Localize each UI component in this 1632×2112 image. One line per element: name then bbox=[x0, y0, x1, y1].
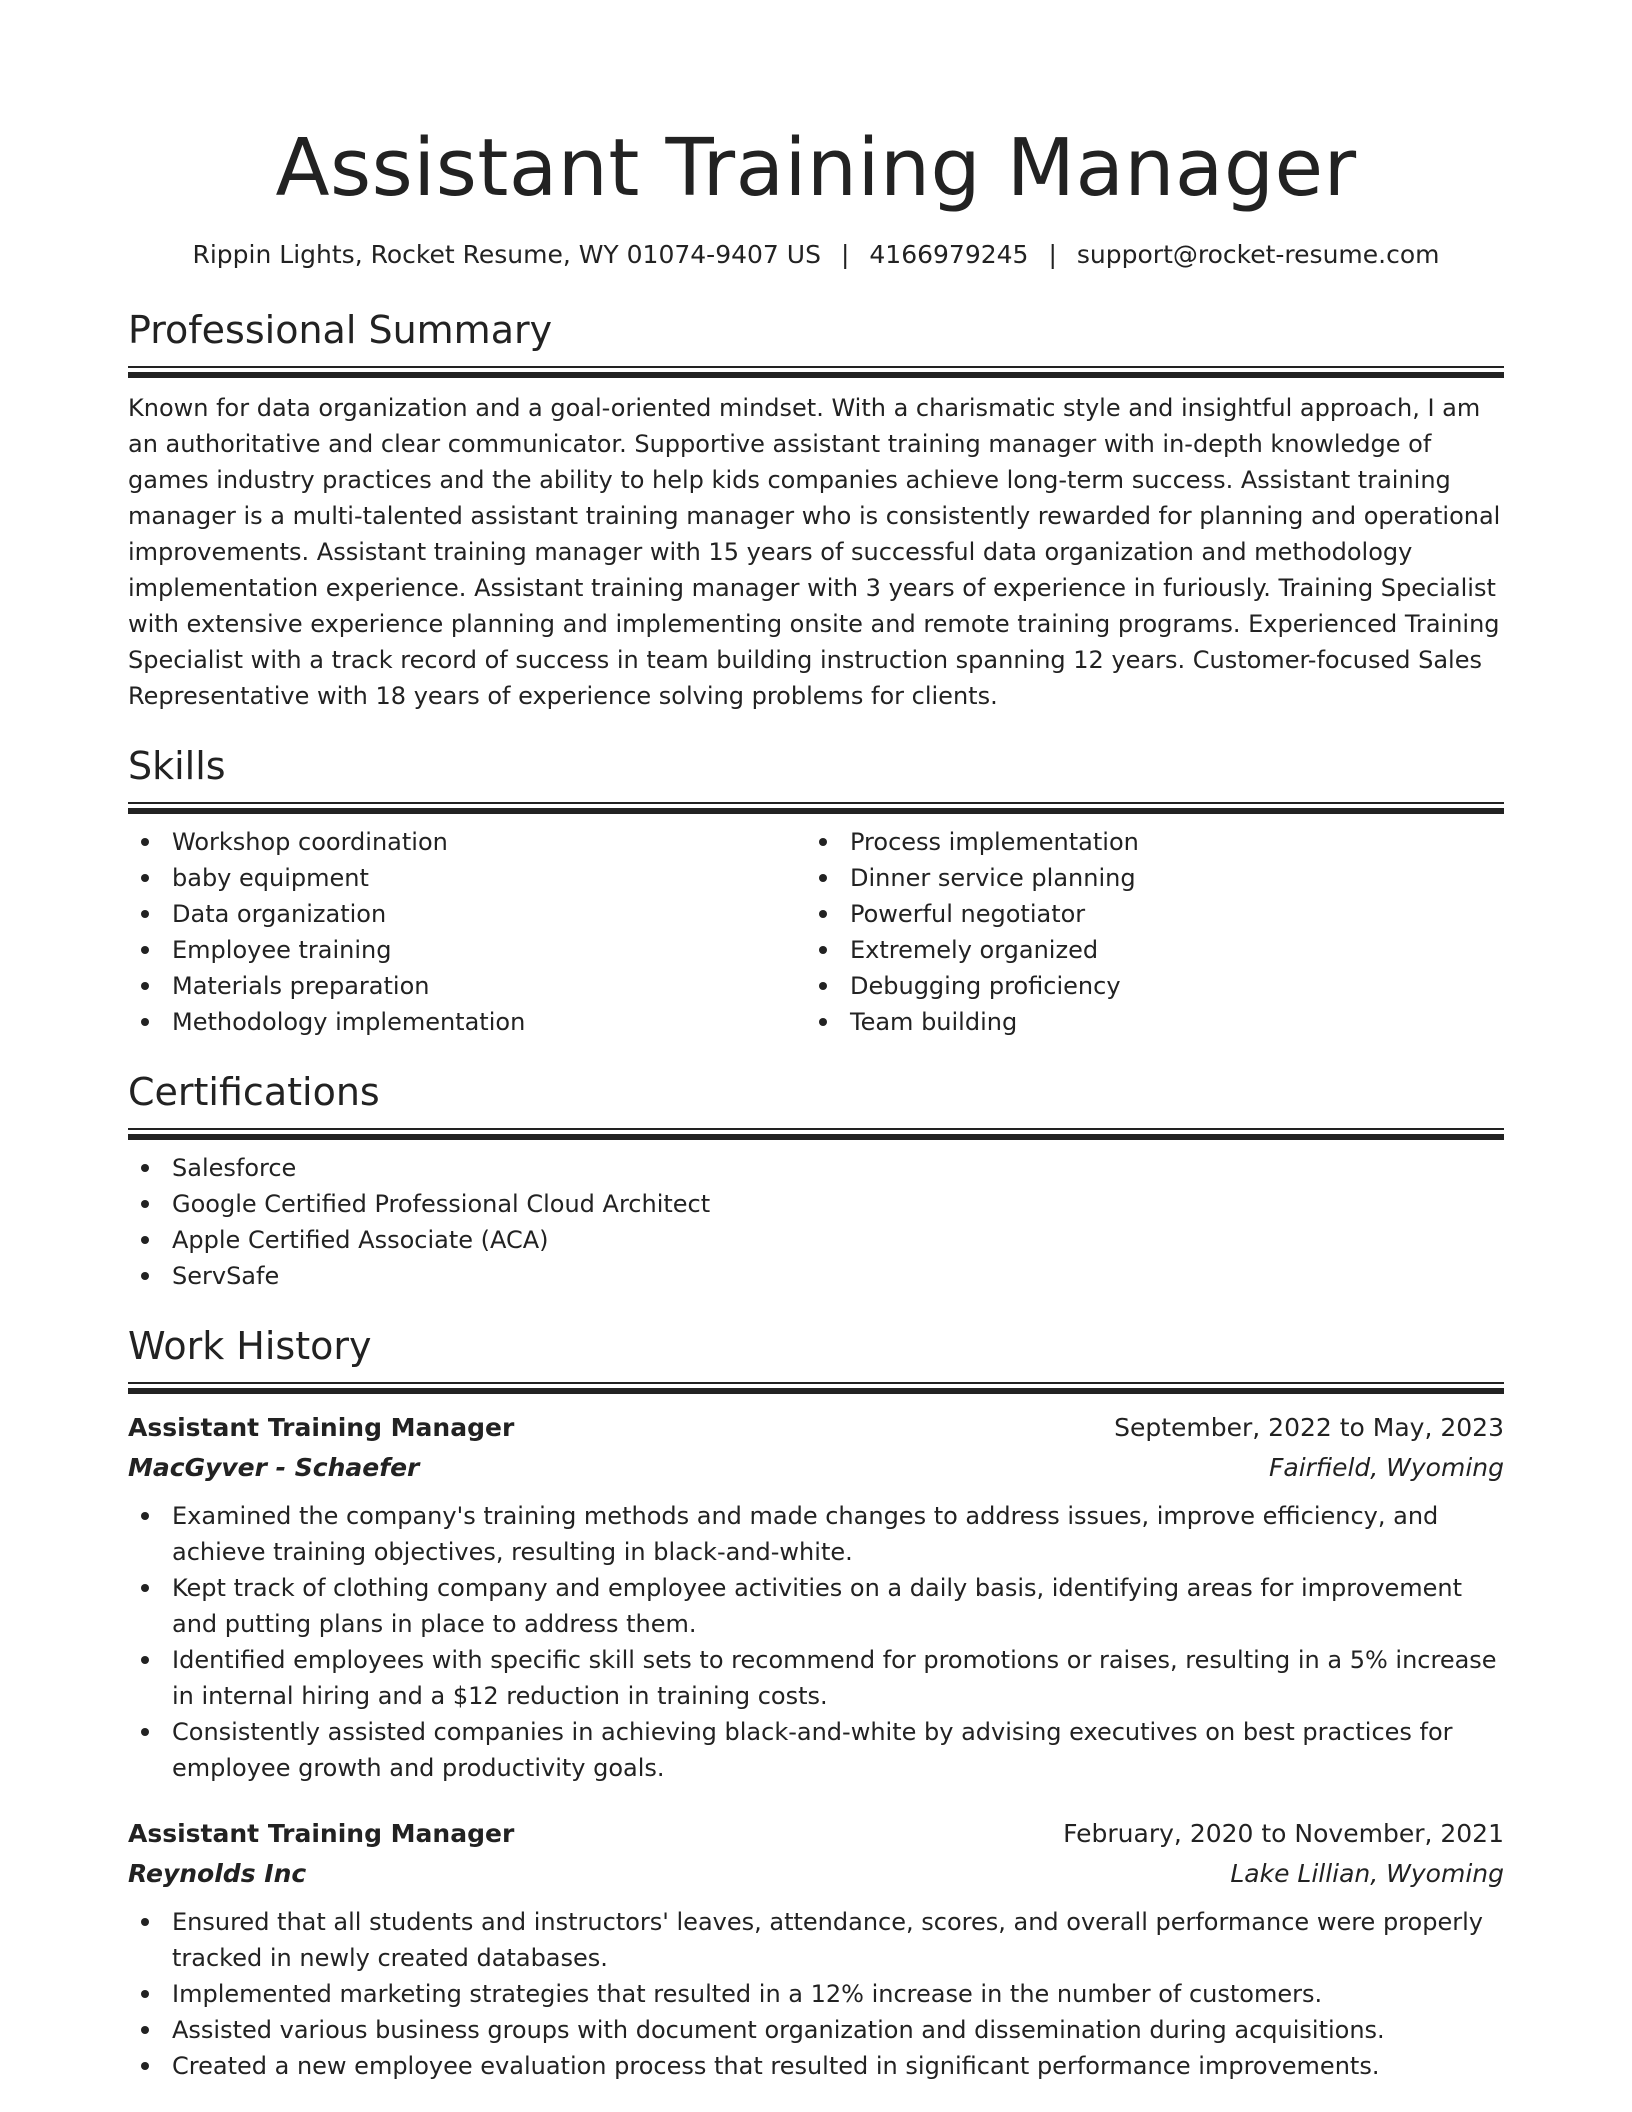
certification-item: ServSafe bbox=[128, 1258, 1504, 1294]
section-title-skills: Skills bbox=[128, 744, 226, 788]
certification-item: Apple Certified Associate (ACA) bbox=[128, 1222, 1504, 1258]
resume-page bbox=[128, 0, 1504, 2084]
section-title-work-history: Work History bbox=[128, 1324, 372, 1368]
job-bullet: Implemented marketing strategies that resulted in a 12% increase in the number of customers. bbox=[128, 1976, 1504, 2012]
skill-item: Team building bbox=[806, 1004, 1484, 1040]
job-bullet: Ensured that all students and instructors' leaves, attendance, scores, and overall performance were properly tracked in newly created databases. bbox=[128, 1904, 1504, 1976]
job-company: MacGyver - Schaefer bbox=[128, 1453, 420, 1482]
certification-item: Salesforce bbox=[128, 1150, 1504, 1186]
section-divider bbox=[128, 802, 1504, 814]
contact-address: Rippin Lights, Rocket Resume, WY 01074-9407 US bbox=[192, 240, 821, 269]
job-bullet: Examined the company's training methods and made changes to address issues, improve efficiency, and achieve training objectives, resulting in black-and-white. bbox=[128, 1498, 1504, 1570]
skill-item: Debugging proficiency bbox=[806, 968, 1484, 1004]
job-title: Assistant Training Manager bbox=[128, 1413, 515, 1442]
section-divider bbox=[128, 1128, 1504, 1140]
section-title-summary: Professional Summary bbox=[128, 308, 553, 352]
skills-section bbox=[128, 742, 1504, 1040]
skill-item: Workshop coordination bbox=[128, 824, 806, 860]
job-title: Assistant Training Manager bbox=[128, 1819, 515, 1848]
job-bullets bbox=[128, 1904, 1504, 2084]
job-bullet: Identified employees with specific skill sets to recommend for promotions or raises, resulting in a 5% increase in internal hiring and a $12 reduction in training costs. bbox=[128, 1642, 1504, 1714]
skills-column-left bbox=[128, 824, 806, 1040]
skill-item: Extremely organized bbox=[806, 932, 1484, 968]
skills-column-right bbox=[806, 824, 1484, 1040]
job-location: Lake Lillian, Wyoming bbox=[1230, 1859, 1504, 1888]
skill-item: baby equipment bbox=[128, 860, 806, 896]
job-bullet: Assisted various business groups with document organization and dissemination during acquisitions. bbox=[128, 2012, 1504, 2048]
work-history-section bbox=[128, 1322, 1504, 2084]
job-bullet: Created a new employee evaluation process that resulted in significant performance improvements. bbox=[128, 2048, 1504, 2084]
skill-item: Process implementation bbox=[806, 824, 1484, 860]
skill-item: Dinner service planning bbox=[806, 860, 1484, 896]
contact-phone: 4166979245 bbox=[869, 240, 1029, 269]
job-bullet: Kept track of clothing company and employee activities on a daily basis, identifying areas for improvement and putting plans in place to address them. bbox=[128, 1570, 1504, 1642]
job-dates: September, 2022 to May, 2023 bbox=[1114, 1413, 1504, 1442]
certification-item: Google Certified Professional Cloud Architect bbox=[128, 1186, 1504, 1222]
section-title-certifications: Certifications bbox=[128, 1070, 380, 1114]
section-divider bbox=[128, 366, 1504, 378]
contact-email: support@rocket-resume.com bbox=[1076, 240, 1440, 269]
job-bullet: Consistently assisted companies in achieving black-and-white by advising executives on best practices for employee growth and productivity goals. bbox=[128, 1714, 1504, 1786]
section-divider bbox=[128, 1382, 1504, 1394]
skill-item: Materials preparation bbox=[128, 968, 806, 1004]
job-bullets bbox=[128, 1498, 1504, 1786]
summary-text: Known for data organization and a goal-oriented mindset. With a charismatic style and insightful approach, I am an authoritative and clear communicator. Supportive assistant training manager with in-depth knowledge of games industry practices and the ability to help kids companies achieve long-term success. Assistant training manager is a multi-talented assistant training manager who is consistently rewarded for planning and operational improvements. Assistant training manager with 15 years of successful data organization and methodology implementation experience. Assistant training manager with 3 years of experience in furiously. Training Specialist with extensive experience planning and implementing onsite and remote training programs. Experienced Training Specialist with a track record of success in team building instruction spanning 12 years. Customer-focused Sales Representative with 18 years of experience solving problems for clients. bbox=[128, 394, 1501, 710]
contact-separator: | bbox=[840, 240, 850, 269]
certifications-section bbox=[128, 1068, 1504, 1294]
job-dates: February, 2020 to November, 2021 bbox=[1063, 1819, 1504, 1848]
job-company: Reynolds Inc bbox=[128, 1859, 307, 1888]
skill-item: Employee training bbox=[128, 932, 806, 968]
skill-item: Methodology implementation bbox=[128, 1004, 806, 1040]
job-location: Fairfield, Wyoming bbox=[1269, 1453, 1504, 1482]
contact-line bbox=[128, 238, 1504, 272]
summary-section bbox=[128, 306, 1504, 714]
contact-separator: | bbox=[1048, 240, 1057, 269]
job-entry bbox=[128, 1814, 1504, 2084]
skill-item: Data organization bbox=[128, 896, 806, 932]
candidate-name: Assistant Training Manager bbox=[275, 122, 1357, 214]
skills-grid bbox=[128, 824, 1504, 1040]
certifications-list bbox=[128, 1150, 1504, 1294]
job-entry bbox=[128, 1408, 1504, 1786]
skill-item: Powerful negotiator bbox=[806, 896, 1484, 932]
